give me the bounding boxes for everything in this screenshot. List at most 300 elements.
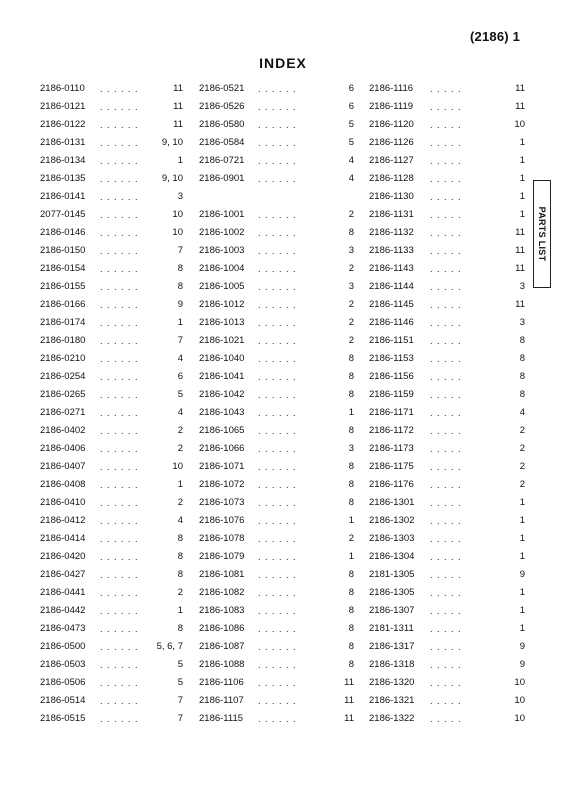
leader-dots: . . . . . . [100, 300, 139, 310]
index-entry [40, 332, 183, 350]
part-number: 2186-0122 [40, 119, 86, 130]
part-number: 2186-1041 [199, 371, 245, 382]
part-number: 2186-1302 [369, 515, 415, 526]
page-reference: 11 [344, 695, 354, 706]
part-number: 2186-1083 [199, 605, 245, 616]
leader-dots: . . . . . [430, 192, 462, 202]
index-entry [199, 296, 354, 314]
leader-dots: . . . . . . [258, 390, 297, 400]
leader-dots: . . . . . [430, 120, 462, 130]
page-reference: 1 [519, 209, 525, 220]
index-entry [40, 476, 183, 494]
part-number: 2186-0407 [40, 461, 86, 472]
leader-dots: . . . . . . [100, 318, 139, 328]
index-entry [199, 440, 354, 458]
part-number: 2186-1321 [369, 695, 415, 706]
page-reference: 8 [348, 389, 354, 400]
leader-dots: . . . . . . [258, 624, 297, 634]
leader-dots: . . . . . [430, 138, 462, 148]
page-reference: 11 [515, 299, 525, 310]
page-reference: 11 [173, 83, 183, 94]
index-entry [40, 584, 183, 602]
leader-dots: . . . . . [430, 228, 462, 238]
leader-dots: . . . . . . [100, 678, 139, 688]
index-entry [199, 206, 354, 224]
leader-dots: . . . . . . [258, 138, 297, 148]
page-reference: 8 [519, 389, 525, 400]
part-number: 2186-1005 [199, 281, 245, 292]
page-reference: 6 [177, 371, 183, 382]
part-number: 2186-1143 [369, 263, 414, 274]
page-reference: 4 [519, 407, 525, 418]
parts-list-tab [533, 180, 551, 288]
index-entry [199, 692, 354, 710]
index-entry [199, 710, 354, 728]
page-reference: 9, 10 [161, 137, 183, 148]
page-reference: 6 [348, 101, 354, 112]
leader-dots: . . . . . [430, 390, 462, 400]
page-reference: 2 [348, 317, 354, 328]
leader-dots: . . . . . [430, 498, 462, 508]
page-reference: 3 [519, 281, 525, 292]
leader-dots: . . . . . . [100, 264, 139, 274]
page-reference: 1 [177, 605, 183, 616]
part-number: 2186-1132 [369, 227, 414, 238]
index-entry [369, 710, 525, 728]
page-reference: 4 [348, 155, 354, 166]
leader-dots: . . . . . . [100, 480, 139, 490]
leader-dots: . . . . . [430, 264, 462, 274]
leader-dots: . . . . . . [100, 84, 139, 94]
page-reference: 2 [177, 497, 183, 508]
part-number: 2186-0500 [40, 641, 86, 652]
page-reference: 1 [519, 605, 525, 616]
index-entry [199, 548, 354, 566]
leader-dots: . . . . . [430, 624, 462, 634]
part-number: 2186-1003 [199, 245, 245, 256]
part-number: 2186-1004 [199, 263, 245, 274]
leader-dots: . . . . . [430, 408, 462, 418]
page-reference: 8 [348, 461, 354, 472]
index-entry [199, 620, 354, 638]
index-entry [369, 692, 525, 710]
page-reference: 11 [515, 263, 525, 274]
page-reference: 2 [348, 263, 354, 274]
index-entry [199, 80, 354, 98]
part-number: 2186-0420 [40, 551, 86, 562]
index-entry [40, 134, 183, 152]
part-number: 2186-1002 [199, 227, 245, 238]
page-reference: 8 [348, 569, 354, 580]
part-number: 2186-1146 [369, 317, 414, 328]
index-entry [40, 386, 183, 404]
leader-dots: . . . . . . [100, 426, 139, 436]
index-entry [40, 710, 183, 728]
page-reference: 1 [519, 587, 525, 598]
leader-dots: . . . . . . [100, 156, 139, 166]
page-reference: 8 [177, 281, 183, 292]
page-reference: 3 [348, 443, 354, 454]
page-reference: 2 [177, 425, 183, 436]
index-entry [199, 476, 354, 494]
part-number: 2186-1317 [369, 641, 415, 652]
part-number: 2186-1305 [369, 587, 415, 598]
part-number: 2186-0580 [199, 119, 245, 130]
leader-dots: . . . . . [430, 714, 462, 724]
part-number: 2186-0210 [40, 353, 86, 364]
leader-dots: . . . . . [430, 534, 462, 544]
part-number: 2186-0131 [40, 137, 86, 148]
index-entry [40, 422, 183, 440]
part-number: 2186-1151 [369, 335, 414, 346]
part-number: 2186-0584 [199, 137, 245, 148]
index-entry [369, 656, 525, 674]
index-entry [369, 116, 525, 134]
part-number: 2186-1088 [199, 659, 245, 670]
page-reference: 8 [348, 623, 354, 634]
page-reference: 5 [177, 659, 183, 670]
leader-dots: . . . . . . [258, 174, 297, 184]
index-entry [369, 548, 525, 566]
part-number: 2186-1073 [199, 497, 245, 508]
leader-dots: . . . . . . [100, 138, 139, 148]
index-entry [199, 494, 354, 512]
leader-dots: . . . . . . [258, 372, 297, 382]
part-number: 2186-0174 [40, 317, 86, 328]
part-number: 2186-0150 [40, 245, 86, 256]
part-number: 2186-1021 [199, 335, 245, 346]
leader-dots: . . . . . . [100, 354, 139, 364]
part-number: 2186-1042 [199, 389, 245, 400]
page-reference: 7 [177, 713, 183, 724]
part-number: 2186-1076 [199, 515, 245, 526]
page-reference: 4 [177, 407, 183, 418]
leader-dots: . . . . . . [100, 552, 139, 562]
part-number: 2181-1305 [369, 569, 415, 580]
leader-dots: . . . . . . [258, 84, 297, 94]
part-number: 2186-1081 [199, 569, 245, 580]
page-reference: 8 [519, 371, 525, 382]
leader-dots: . . . . . . [258, 570, 297, 580]
index-entry [199, 404, 354, 422]
part-number: 2186-0135 [40, 173, 86, 184]
part-number: 2186-0721 [199, 155, 245, 166]
leader-dots: . . . . . . [100, 696, 139, 706]
leader-dots: . . . . . . [258, 408, 297, 418]
leader-dots: . . . . . [430, 588, 462, 598]
index-entry [199, 188, 354, 206]
leader-dots: . . . . . . [258, 714, 297, 724]
leader-dots: . . . . . [430, 480, 462, 490]
page-reference: 4 [177, 353, 183, 364]
leader-dots: . . . . . [430, 426, 462, 436]
index-entry [369, 224, 525, 242]
page-reference: 10 [172, 461, 183, 472]
leader-dots: . . . . . [430, 462, 462, 472]
part-number: 2186-1144 [369, 281, 414, 292]
leader-dots: . . . . . . [258, 120, 297, 130]
index-entry [369, 260, 525, 278]
part-number: 2186-1012 [199, 299, 245, 310]
page-reference: 1 [519, 191, 525, 202]
part-number: 2186-1153 [369, 353, 414, 364]
leader-dots: . . . . . [430, 696, 462, 706]
index-entry [199, 674, 354, 692]
page-reference: 8 [348, 605, 354, 616]
index-entry [199, 350, 354, 368]
leader-dots: . . . . . . [258, 498, 297, 508]
part-number: 2186-0412 [40, 515, 86, 526]
index-entry [369, 98, 525, 116]
index-entry [40, 692, 183, 710]
part-number: 2186-0408 [40, 479, 86, 490]
page-reference: 8 [348, 641, 354, 652]
page-reference: 2 [348, 533, 354, 544]
page-reference: 8 [348, 353, 354, 364]
index-entry [40, 458, 183, 476]
page-reference: 11 [344, 677, 354, 688]
part-number: 2186-1173 [369, 443, 414, 454]
part-number: 2186-1119 [369, 101, 414, 112]
index-entry [40, 260, 183, 278]
page-reference: 5 [348, 137, 354, 148]
index-entry [40, 80, 183, 98]
leader-dots: . . . . . . [258, 534, 297, 544]
index-entry [369, 206, 525, 224]
leader-dots: . . . . . . [100, 282, 139, 292]
index-entry [40, 170, 183, 188]
leader-dots: . . . . . [430, 444, 462, 454]
index-entry [369, 602, 525, 620]
leader-dots: . . . . . . [258, 102, 297, 112]
index-entry [40, 152, 183, 170]
index-entry [369, 404, 525, 422]
leader-dots: . . . . . . [258, 354, 297, 364]
leader-dots: . . . . . [430, 678, 462, 688]
index-entry [40, 566, 183, 584]
part-number: 2186-0473 [40, 623, 86, 634]
page-reference: 2 [519, 461, 525, 472]
leader-dots: . . . . . . [100, 444, 139, 454]
index-entry [199, 566, 354, 584]
leader-dots: . . . . . [430, 156, 462, 166]
part-number: 2186-1106 [199, 677, 244, 688]
part-number: 2186-1171 [369, 407, 414, 418]
part-number: 2186-1043 [199, 407, 245, 418]
part-number: 2186-0442 [40, 605, 86, 616]
part-number: 2186-1040 [199, 353, 245, 364]
leader-dots: . . . . . . [100, 102, 139, 112]
index-entry [40, 530, 183, 548]
part-number: 2186-0441 [40, 587, 86, 598]
leader-dots: . . . . . . [258, 606, 297, 616]
index-entry [199, 332, 354, 350]
part-number: 2186-1013 [199, 317, 245, 328]
index-column-2 [199, 80, 354, 728]
leader-dots: . . . . . . [100, 228, 139, 238]
index-entry [40, 116, 183, 134]
index-column-1 [40, 80, 183, 728]
part-number: 2186-1145 [369, 299, 414, 310]
leader-dots: . . . . . . [258, 264, 297, 274]
part-number: 2186-1322 [369, 713, 415, 724]
page-reference: 1 [177, 155, 183, 166]
index-entry [40, 98, 183, 116]
part-number: 2186-1127 [369, 155, 414, 166]
index-entry [199, 638, 354, 656]
index-entry [199, 530, 354, 548]
index-entry [40, 548, 183, 566]
page-reference: 9 [519, 569, 525, 580]
leader-dots: . . . . . . [258, 462, 297, 472]
part-number: 2186-0121 [40, 101, 86, 112]
page-reference: 5 [177, 677, 183, 688]
part-number: 2186-0154 [40, 263, 86, 274]
page-reference: 3 [348, 245, 354, 256]
leader-dots: . . . . . [430, 84, 462, 94]
page-reference: 8 [348, 497, 354, 508]
page-reference: 5 [348, 119, 354, 130]
page-reference: 8 [348, 479, 354, 490]
index-entry [369, 638, 525, 656]
part-number: 2186-1156 [369, 371, 414, 382]
leader-dots: . . . . . . [100, 336, 139, 346]
page-reference: 5 [177, 389, 183, 400]
leader-dots: . . . . . [430, 318, 462, 328]
leader-dots: . . . . . [430, 246, 462, 256]
index-entry [199, 314, 354, 332]
index-entry [369, 440, 525, 458]
index-entry [369, 152, 525, 170]
index-entry [369, 458, 525, 476]
page-reference: 8 [177, 623, 183, 634]
page-reference: 4 [348, 173, 354, 184]
index-entry [40, 188, 183, 206]
leader-dots: . . . . . . [258, 678, 297, 688]
leader-dots: . . . . . [430, 660, 462, 670]
part-number: 2186-0515 [40, 713, 86, 724]
leader-dots: . . . . . . [258, 300, 297, 310]
page-reference: 1 [348, 515, 354, 526]
leader-dots: . . . . . . [258, 282, 297, 292]
page-reference: 3 [348, 281, 354, 292]
part-number: 2186-0254 [40, 371, 86, 382]
leader-dots: . . . . . . [100, 210, 139, 220]
index-entry [40, 278, 183, 296]
index-entry [40, 494, 183, 512]
leader-dots: . . . . . . [258, 426, 297, 436]
leader-dots: . . . . . . [258, 696, 297, 706]
page-reference: 1 [177, 479, 183, 490]
index-entry [369, 368, 525, 386]
leader-dots: . . . . . . [100, 498, 139, 508]
part-number: 2186-1120 [369, 119, 414, 130]
leader-dots: . . . . . . [100, 534, 139, 544]
index-entry [199, 98, 354, 116]
page-reference: 11 [173, 101, 183, 112]
leader-dots: . . . . . . [100, 462, 139, 472]
index-entry [199, 278, 354, 296]
page-reference: 11 [515, 101, 525, 112]
page-reference: 2 [348, 335, 354, 346]
leader-dots: . . . . . . [100, 516, 139, 526]
part-number: 2186-1128 [369, 173, 414, 184]
part-number: 2186-1130 [369, 191, 414, 202]
leader-dots: . . . . . . [100, 174, 139, 184]
part-number: 2186-1172 [369, 425, 414, 436]
leader-dots: . . . . . . [258, 444, 297, 454]
part-number: 2186-1086 [199, 623, 245, 634]
page-reference: 11 [515, 245, 525, 256]
part-number: 2186-1071 [199, 461, 245, 472]
index-entry [40, 314, 183, 332]
leader-dots: . . . . . . [258, 516, 297, 526]
leader-dots: . . . . . . [258, 336, 297, 346]
leader-dots: . . . . . . [100, 408, 139, 418]
page-reference: 7 [177, 695, 183, 706]
leader-dots: . . . . . . [100, 390, 139, 400]
part-number: 2186-0406 [40, 443, 86, 454]
index-entry [369, 350, 525, 368]
page-reference: 10 [514, 677, 525, 688]
part-number: 2186-1307 [369, 605, 415, 616]
index-entry [199, 656, 354, 674]
part-number: 2186-0901 [199, 173, 245, 184]
part-number: 2186-0110 [40, 83, 85, 94]
part-number: 2186-1303 [369, 533, 415, 544]
page-reference: 6 [348, 83, 354, 94]
page-reference: 11 [515, 83, 525, 94]
index-entry [199, 170, 354, 188]
leader-dots: . . . . . . [258, 588, 297, 598]
page-reference: 8 [348, 659, 354, 670]
part-number: 2186-1107 [199, 695, 244, 706]
index-entry [40, 206, 183, 224]
leader-dots: . . . . . . [100, 372, 139, 382]
part-number: 2186-1176 [369, 479, 414, 490]
index-entry [199, 386, 354, 404]
leader-dots: . . . . . . [258, 210, 297, 220]
index-entry [369, 170, 525, 188]
part-number: 2186-1301 [369, 497, 415, 508]
part-number: 2186-0526 [199, 101, 245, 112]
leader-dots: . . . . . [430, 642, 462, 652]
index-entry [40, 404, 183, 422]
leader-dots: . . . . . . [258, 642, 297, 652]
part-number: 2186-0414 [40, 533, 86, 544]
page-reference: 10 [514, 119, 525, 130]
page-reference: 8 [177, 551, 183, 562]
page-reference: 9 [519, 659, 525, 670]
index-entry [199, 512, 354, 530]
index-entry [40, 656, 183, 674]
part-number: 2186-0514 [40, 695, 86, 706]
page-reference: 8 [519, 353, 525, 364]
part-number: 2186-0155 [40, 281, 86, 292]
part-number: 2186-1079 [199, 551, 245, 562]
index-entry [369, 332, 525, 350]
index-entry [199, 242, 354, 260]
leader-dots: . . . . . [430, 300, 462, 310]
index-entry [369, 422, 525, 440]
page-number: (2186) 1 [470, 29, 521, 44]
index-entry [369, 296, 525, 314]
part-number: 2186-0503 [40, 659, 86, 670]
page-reference: 1 [519, 551, 525, 562]
page-reference: 9, 10 [161, 173, 183, 184]
leader-dots: . . . . . [430, 102, 462, 112]
page-reference: 1 [519, 623, 525, 634]
